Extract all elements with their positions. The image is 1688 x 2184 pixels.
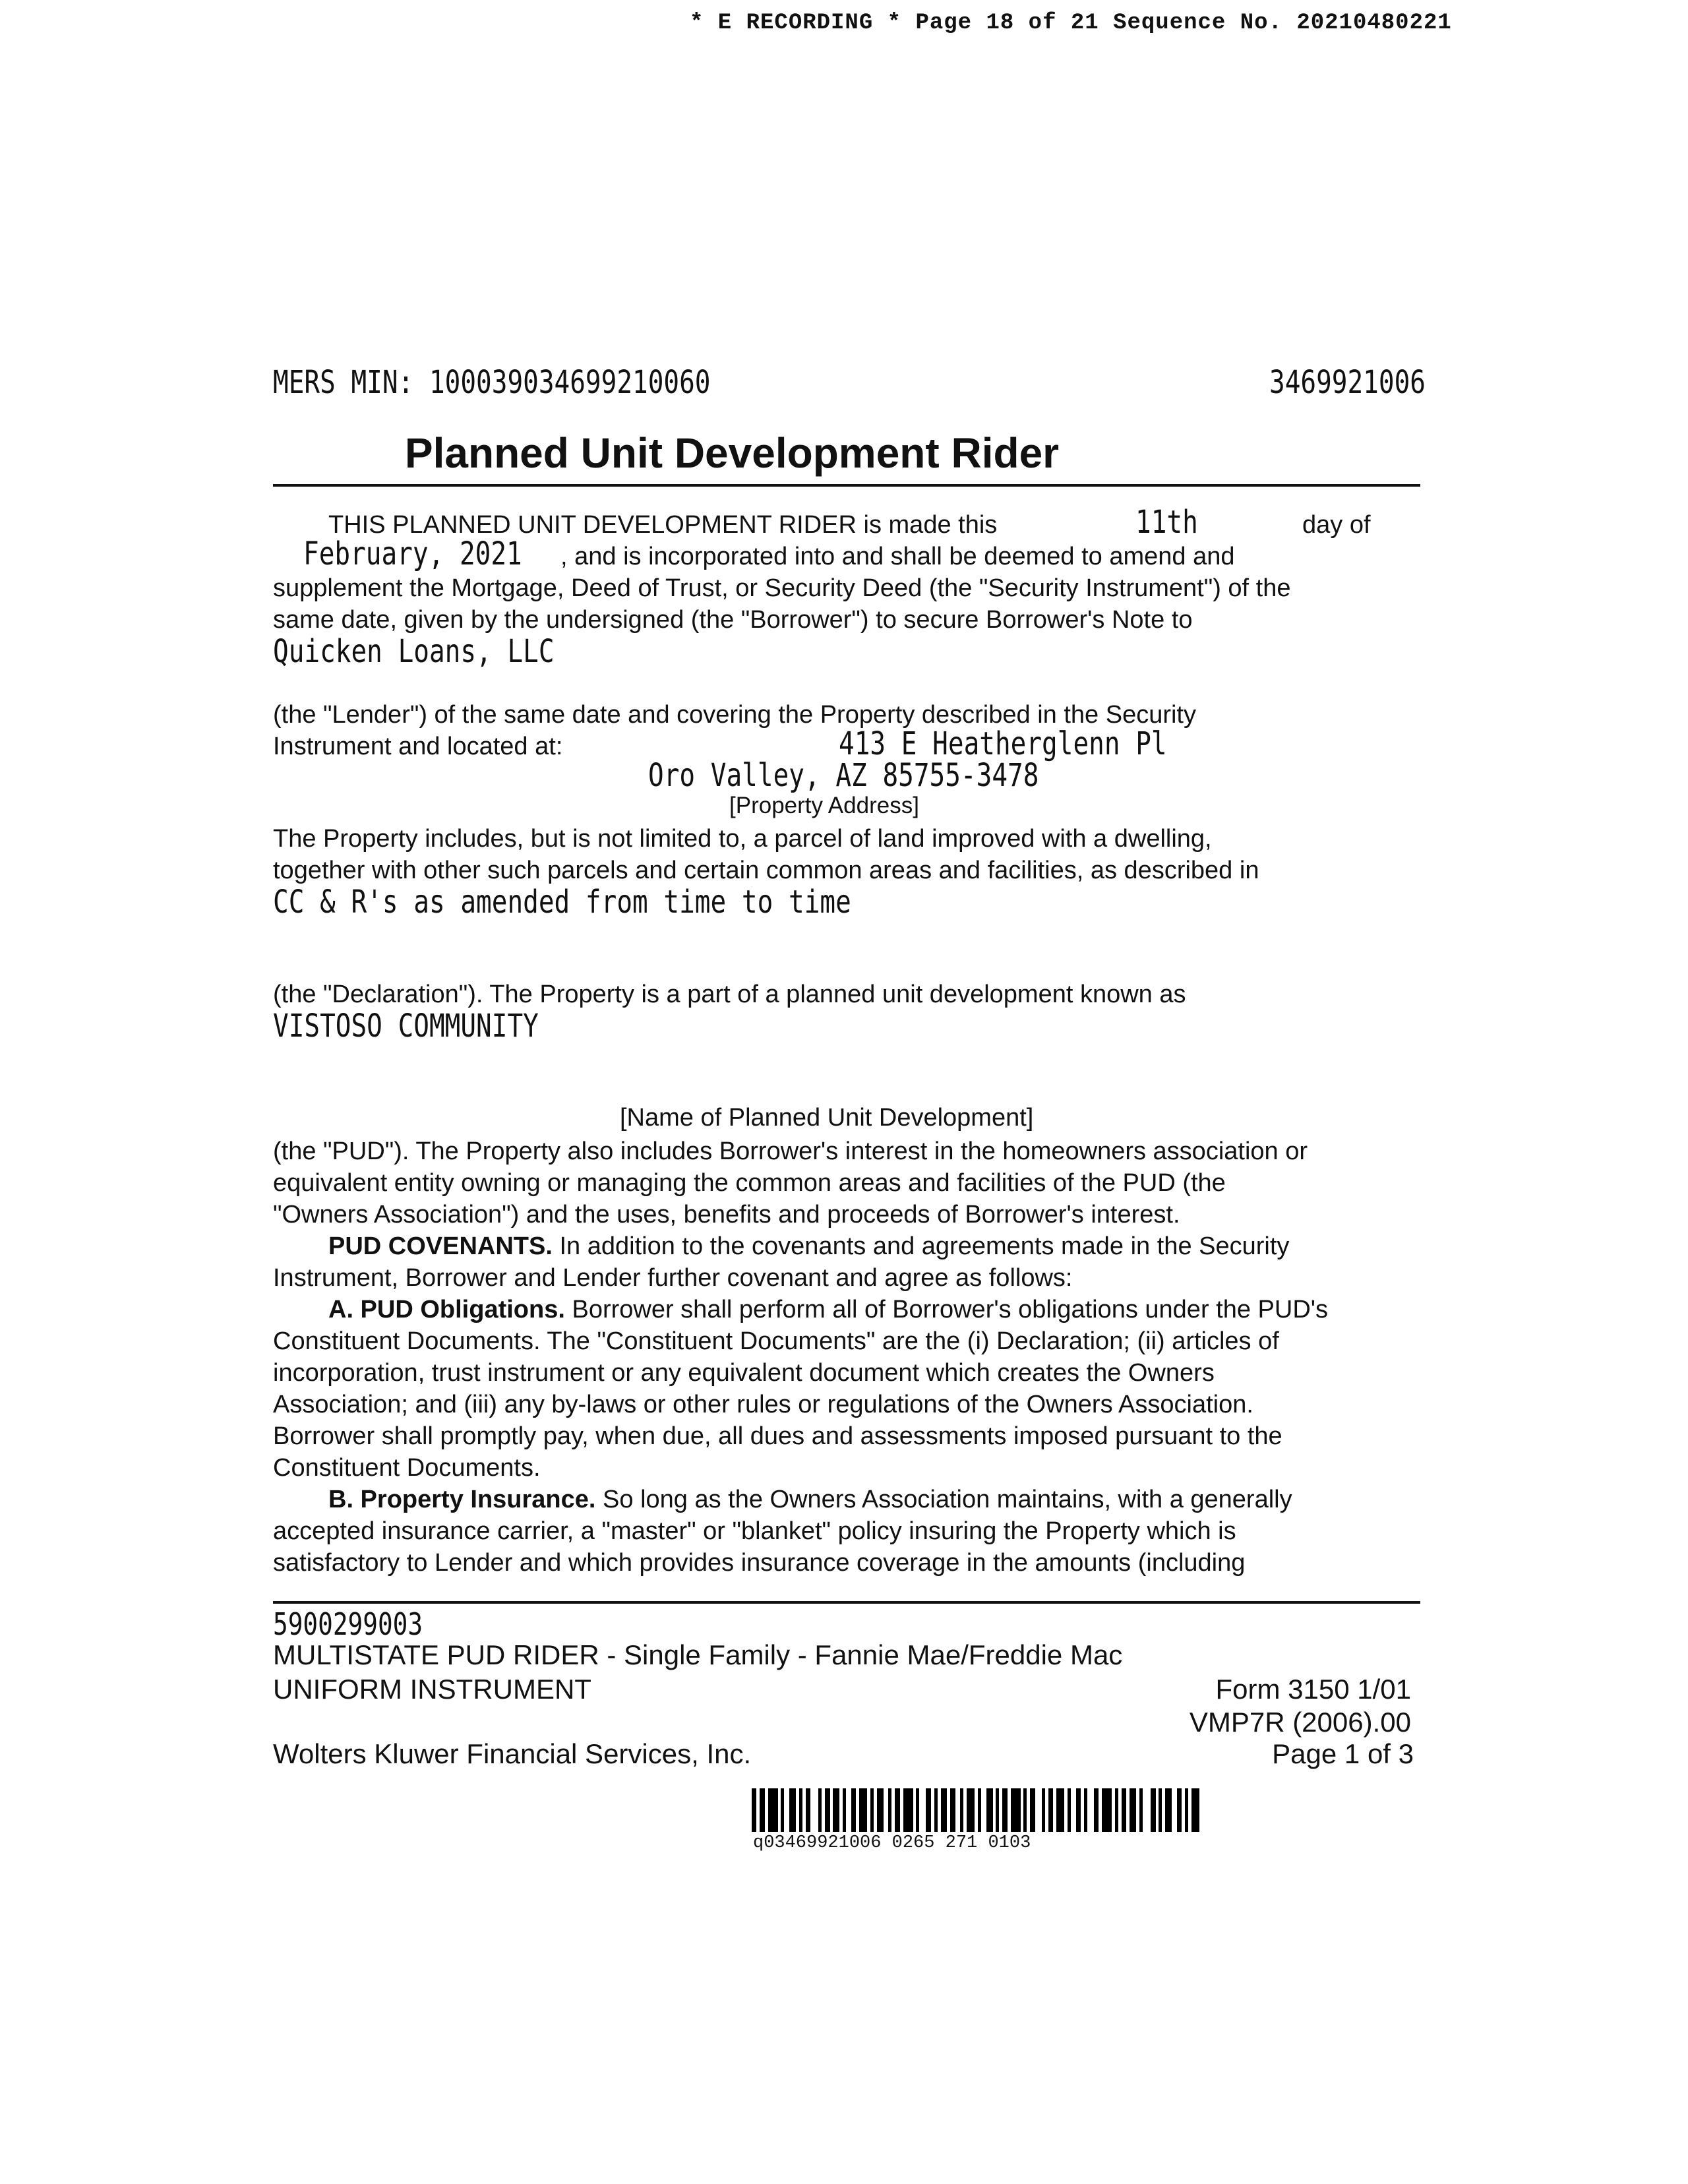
footer-doc-id: 5900299003 <box>273 1606 423 1642</box>
covenants-heading: PUD COVENANTS. <box>328 1232 553 1260</box>
rider-month-year: February, 2021 <box>303 535 522 572</box>
barcode-space <box>810 1788 818 1832</box>
section-a-line-4: Association; and (iii) any by-laws or other rules or regulations of the Owners Association. <box>273 1391 1253 1418</box>
intro-line-3: supplement the Mortgage, Deed of Trust, or Security Deed (the "Security Instrument") of the <box>273 574 1291 602</box>
rider-day: 11th <box>1135 504 1198 541</box>
section-b-heading: B. Property Insurance. <box>328 1486 596 1513</box>
barcode-bar <box>768 1788 778 1832</box>
barcode-caption: q03469921006 0265 271 0103 <box>753 1833 1031 1853</box>
barcode-bar <box>877 1788 884 1832</box>
recording-header: * E RECORDING * Page 18 of 21 Sequence No. 20210480221 <box>690 11 1452 36</box>
intro-line-1: THIS PLANNED UNIT DEVELOPMENT RIDER is made this <box>328 511 998 539</box>
loan-number: 3469921006 <box>1269 364 1426 401</box>
barcode-bar <box>760 1788 764 1832</box>
barcode-space <box>884 1788 888 1832</box>
barcode-space <box>784 1788 789 1832</box>
barcode-space <box>1172 1788 1176 1832</box>
page-title: Planned Unit Development Rider <box>404 429 1060 477</box>
property-line-6: "Owners Association") and the uses, benefits and proceeds of Borrower's interest. <box>273 1201 1180 1228</box>
section-a-heading: A. PUD Obligations. <box>328 1296 565 1323</box>
footer-vmp-code: VMP7R (2006).00 <box>1189 1707 1411 1738</box>
barcode-bar <box>789 1788 796 1832</box>
barcode-bar <box>825 1788 829 1832</box>
intro-line-2: , and is incorporated into and shall be deemed to amend and <box>560 543 1235 570</box>
barcode-bar <box>926 1788 930 1832</box>
barcode-bar <box>833 1788 839 1832</box>
barcode-bar <box>1165 1788 1172 1832</box>
barcode-space <box>955 1788 960 1832</box>
footer-uniform-instrument: UNIFORM INSTRUMENT <box>273 1674 591 1705</box>
property-address-line-2: Oro Valley, AZ 85755-3478 <box>648 757 1039 794</box>
property-line-3: (the "Declaration"). The Property is a part of a planned unit development known as <box>273 981 1186 1008</box>
footer-form-description: MULTISTATE PUD RIDER - Single Family - Fannie Mae/Freddie Mac <box>273 1639 1123 1670</box>
barcode-space <box>846 1788 851 1832</box>
covenants-line-1-text: In addition to the covenants and agreements made in the Security <box>559 1232 1290 1260</box>
barcode-space <box>1143 1788 1151 1832</box>
property-line-2: together with other such parcels and certain common areas and facilities, as described in <box>273 857 1259 884</box>
barcode-bar <box>986 1788 993 1832</box>
section-b-line-1 <box>328 1484 1292 1516</box>
section-b-line-2: accepted insurance carrier, a "master" or "blanket" policy insuring the Property which is <box>273 1517 1236 1545</box>
barcode-bar <box>1076 1788 1081 1832</box>
section-a-line-2: Constituent Documents. The "Constituent Documents" are the (i) Declaration; (ii) articles of <box>273 1327 1279 1355</box>
section-a-line-1 <box>328 1294 1328 1326</box>
barcode-bar <box>1056 1788 1064 1832</box>
barcode-bar <box>967 1788 975 1832</box>
footer-rule <box>273 1601 1420 1604</box>
barcode-bar <box>950 1788 955 1832</box>
barcode-bar <box>1102 1788 1112 1832</box>
footer-publisher: Wolters Kluwer Financial Services, Inc. <box>273 1738 752 1769</box>
barcode-bar <box>1122 1788 1126 1832</box>
intro-line-6: Instrument and located at: <box>273 733 563 760</box>
property-line-1: The Property includes, but is not limited to, a parcel of land improved with a dwelling, <box>273 825 1212 853</box>
title-rule <box>273 484 1420 487</box>
barcode-space <box>1087 1788 1094 1832</box>
barcode-bar <box>1177 1788 1182 1832</box>
barcode-bar <box>859 1788 867 1832</box>
declaration-name: CC & R's as amended from time to time <box>273 884 851 921</box>
covenants-line-1 <box>328 1230 1289 1263</box>
property-address-caption: [Property Address] <box>729 793 919 818</box>
intro-line-4: same date, given by the undersigned (the "Borrower") to secure Borrower's Note to <box>273 606 1193 634</box>
day-of-label: day of <box>1302 511 1371 539</box>
barcode-bar <box>1094 1788 1099 1832</box>
barcode <box>752 1788 1200 1832</box>
barcode-bar <box>1002 1788 1007 1832</box>
barcode-bar <box>752 1788 756 1832</box>
pud-name: VISTOSO COMMUNITY <box>273 1008 539 1045</box>
footer-form-number: Form 3150 1/01 <box>1215 1674 1411 1705</box>
barcode-bar <box>941 1788 948 1832</box>
property-address-line-1: 413 E Heatherglenn Pl <box>839 725 1167 762</box>
covenants-line-2: Instrument, Borrower and Lender further covenant and agree as follows: <box>273 1264 1073 1292</box>
barcode-bar <box>1151 1788 1155 1832</box>
barcode-space <box>1035 1788 1042 1832</box>
section-a-line-5: Borrower shall promptly pay, when due, all dues and assessments imposed pursuant to the <box>273 1422 1282 1450</box>
pud-name-caption: [Name of Planned Unit Development] <box>620 1104 1034 1132</box>
footer-page-number: Page 1 of 3 <box>1272 1738 1414 1769</box>
barcode-bar <box>1048 1788 1053 1832</box>
barcode-bar <box>1011 1788 1021 1832</box>
barcode-bar <box>903 1788 913 1832</box>
property-line-5: equivalent entity owning or managing the common areas and facilities of the PUD (the <box>273 1169 1226 1197</box>
section-a-line-3: incorporation, trust instrument or any equivalent document which creates the Owners <box>273 1359 1215 1387</box>
barcode-space <box>1071 1788 1075 1832</box>
barcode-space <box>981 1788 986 1832</box>
barcode-space <box>919 1788 926 1832</box>
barcode-bar <box>806 1788 810 1832</box>
property-line-4: (the "PUD"). The Property also includes Borrower's interest in the homeowners association or <box>273 1138 1308 1165</box>
barcode-bar <box>1030 1788 1035 1832</box>
lender-name: Quicken Loans, LLC <box>273 633 555 670</box>
mers-min: MERS MIN: 100039034699210060 <box>273 364 711 401</box>
section-b-line-1-text: So long as the Owners Association maintains, with a generally <box>603 1486 1292 1513</box>
barcode-bar <box>851 1788 856 1832</box>
barcode-bar <box>1130 1788 1136 1832</box>
section-a-line-6: Constituent Documents. <box>273 1454 541 1482</box>
section-b-line-3: satisfactory to Lender and which provides insurance coverage in the amounts (including <box>273 1549 1246 1577</box>
barcode-bar <box>1191 1788 1199 1832</box>
intro-line-5: (the "Lender") of the same date and covering the Property described in the Security <box>273 701 1196 729</box>
barcode-bar <box>895 1788 899 1832</box>
section-a-line-1-text: Borrower shall perform all of Borrower's obligations under the PUD's <box>572 1296 1329 1323</box>
